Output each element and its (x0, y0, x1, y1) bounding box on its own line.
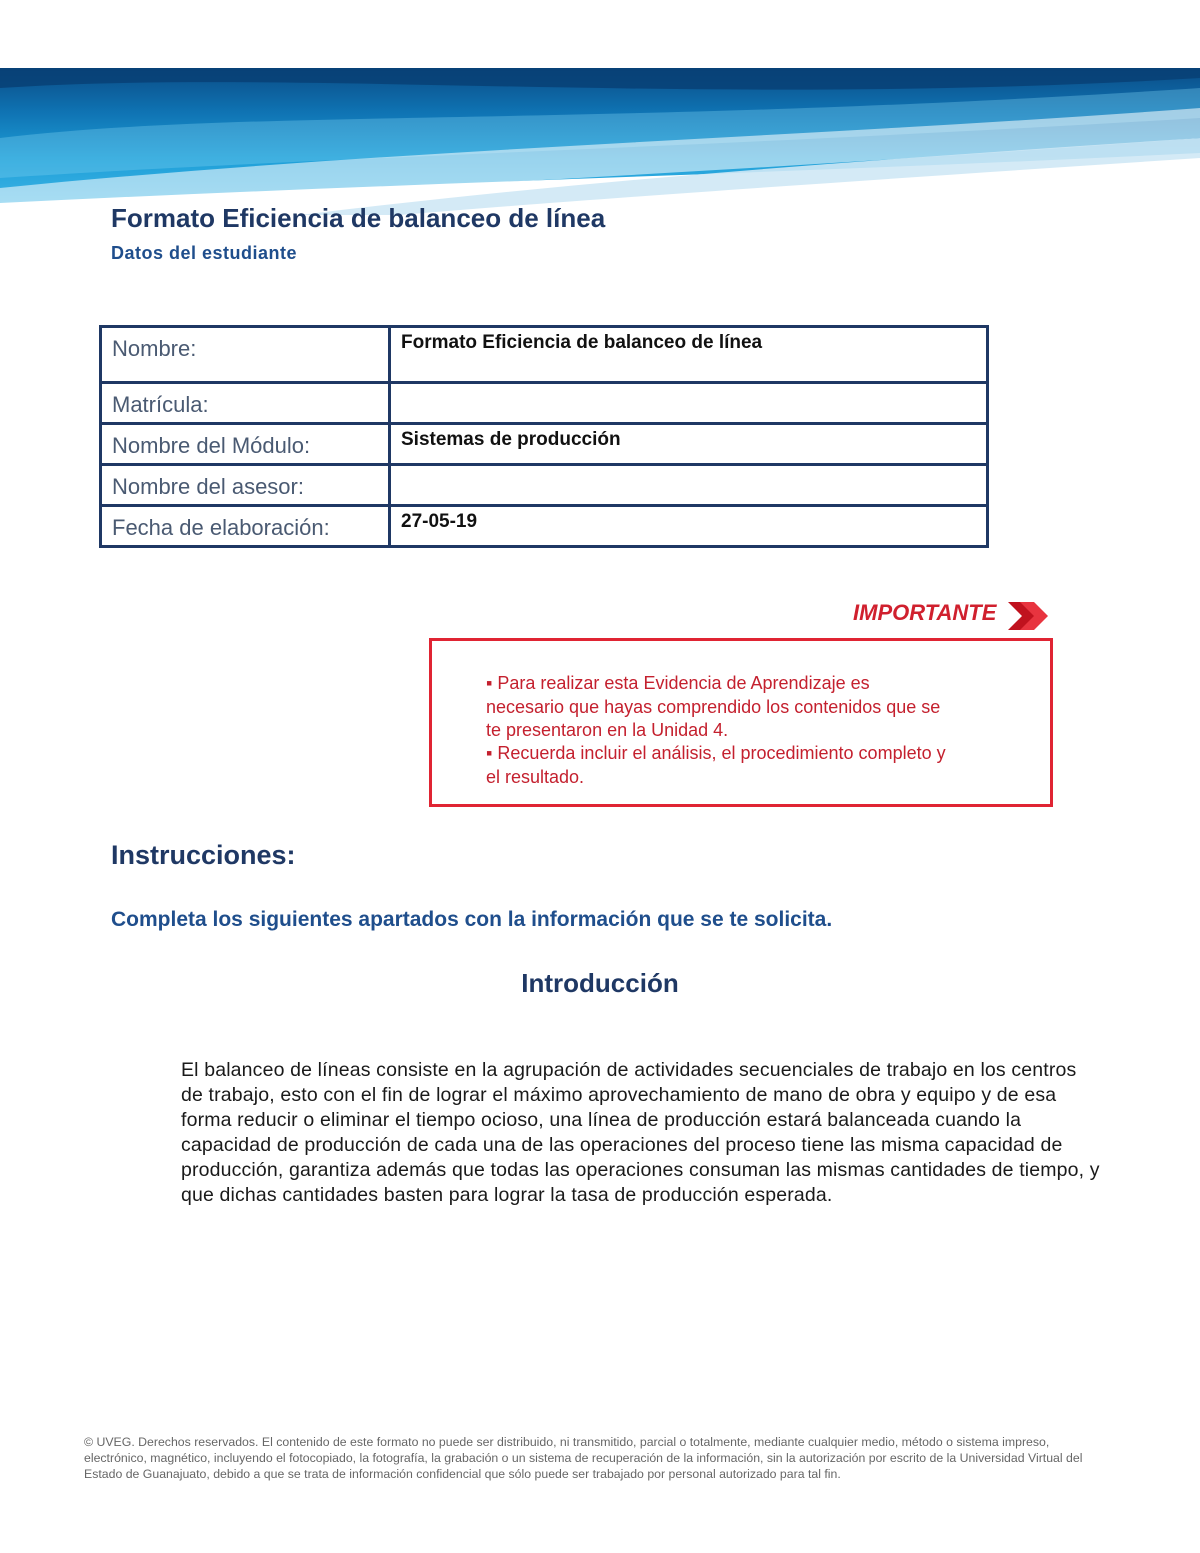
notice-line: te presentaron en la Unidad 4. (486, 720, 729, 740)
table-row (101, 383, 988, 424)
table-row (101, 506, 988, 547)
row-label: Fecha de elaboración: (101, 506, 390, 547)
table-row (101, 424, 988, 465)
row-value-date[interactable]: 27-05-19 (390, 506, 988, 547)
row-label: Nombre del asesor: (101, 465, 390, 506)
notice-line: necesario que hayas comprendido los contenidos que se (486, 697, 941, 717)
document-title: Formato Eficiencia de balanceo de línea (111, 203, 606, 233)
notice-line: el resultado. (486, 767, 585, 787)
section-subtitle: Datos del estudiante (111, 243, 298, 263)
introduction-heading: Introducción (521, 968, 679, 998)
double-chevron-right-icon (1006, 598, 1050, 634)
table-row (101, 327, 988, 383)
row-label: Nombre: (101, 327, 390, 383)
important-label: IMPORTANTE (853, 600, 997, 625)
table-row (101, 465, 988, 506)
row-label: Matrícula: (101, 383, 390, 424)
instructions-heading: Instrucciones: (111, 840, 296, 870)
row-label: Nombre del Módulo: (101, 424, 390, 465)
copyright-footer: © UVEG. Derechos reservados. El contenido de este formato no puede ser distribuido, ni transmitido, parcial o totalmente, mediante cualquier medio, método o sistema impreso, electrónico, magnético, incluyendo el fotocopiado, la fotografía, la grabación o un sistema de recuperación de la información, sin la autorización por escrito de la Universidad Virtual del Estado de Guanajuato, debido a que se trata de información confidencial que sólo puede ser trabajado por personal autorizado para tal fin. (84, 1435, 1083, 1481)
introduction-body: El balanceo de líneas consiste en la agrupación de actividades secuenciales de trabajo en los centros de trabajo, esto con el fin de lograr el máximo aprovechamiento de mano de obra y equipo y de esa forma reducir o eliminar el tiempo ocioso, una línea de producción estará balanceada cuando la capacidad de producción de cada una de las operaciones del proceso tiene las misma capacidad de producción, garantiza además que todas las operaciones consuman las mismas cantidades de tiempo, y que dichas cantidades basten para lograr la tasa de producción esperada. (181, 1059, 1100, 1206)
banner-waves-graphic (0, 68, 1200, 215)
row-value-advisor[interactable] (390, 465, 988, 506)
student-data-table (99, 325, 989, 548)
notice-line: ▪ Para realizar esta Evidencia de Aprendizaje es (486, 673, 870, 693)
row-value-matricula[interactable] (390, 383, 988, 424)
instructions-text: Completa los siguientes apartados con la información que se te solicita. (111, 908, 833, 931)
notice-line: ▪ Recuerda incluir el análisis, el procedimiento completo y (486, 743, 946, 763)
row-value-module[interactable]: Sistemas de producción (390, 424, 988, 465)
row-value-name[interactable]: Formato Eficiencia de balanceo de línea (390, 327, 988, 383)
header-banner (0, 68, 1200, 215)
important-notice-box (429, 638, 1053, 807)
